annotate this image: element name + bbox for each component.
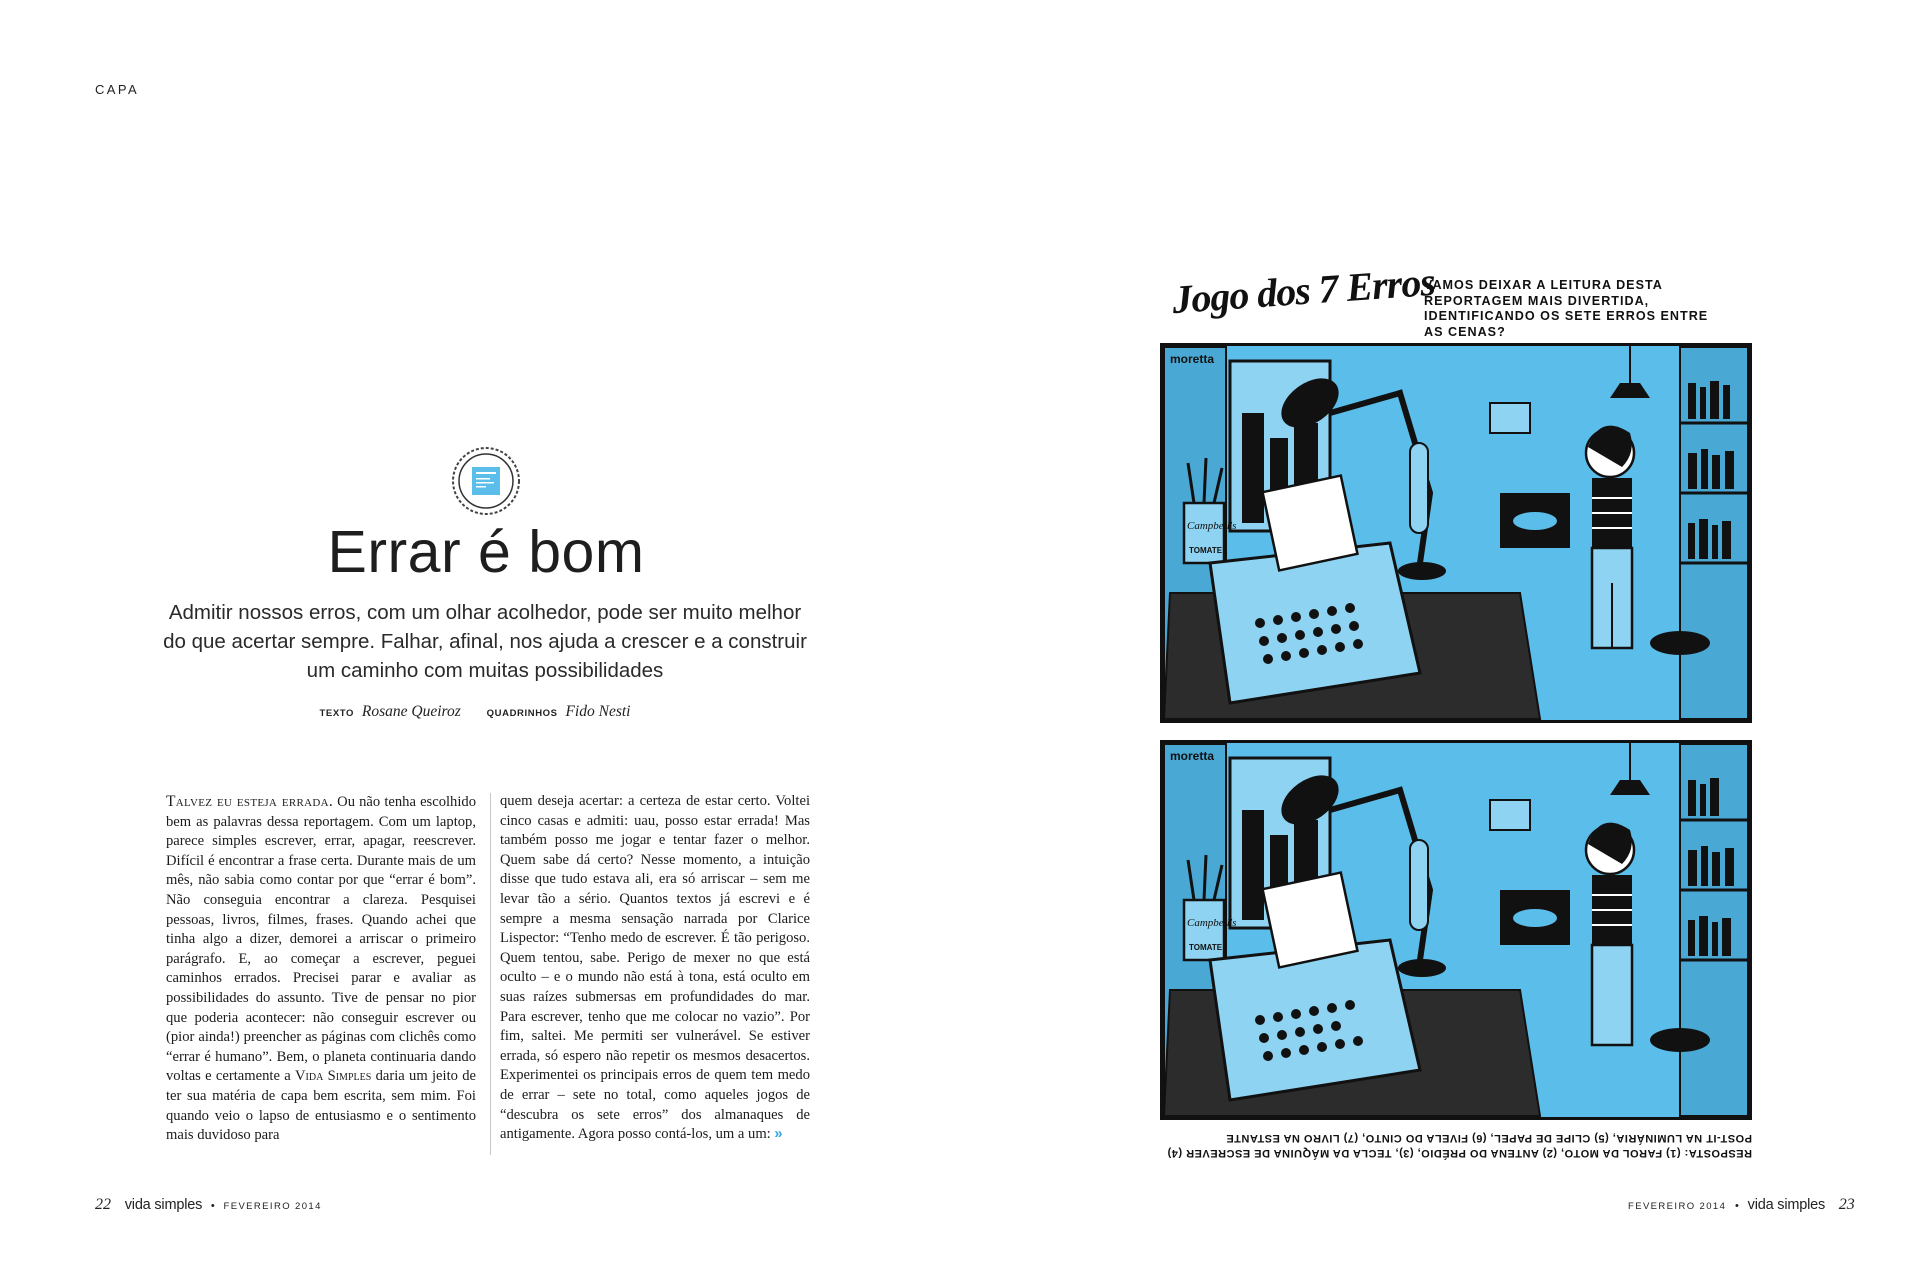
body-text-1a: Ou não tenha escolhido bem as palavras dessa reportagem. Com um laptop, parece simples escrever, errar, apagar, reescrever. Difícil é encontrar a frase certa. Durante mais de um mês, não sabia como contar por que “errar é bom”. Não conseguia encontrar a clareza. Pesquisei pessoas, livros, filmes, frases. Quando achei que tinha algo a dizer, demorei a arriscar o primeiro parágrafo. E, ao começar a escrever, peguei caminhos errados. Precisei parar e avaliar as possibilidades do assunto. Tive de pensar no pior que poderia acontecer: não conseguir escrever ou (pior ainda!) preencher as páginas com clichês como “errar é humano”. Bem, o planeta continuaria dando voltas e certamente a [166,794,476,1085]
magazine-name-inline: Vida Simples [295,1068,372,1085]
credit-text-author: Rosane Queiroz [361,703,461,720]
magazine-badge-icon [450,445,522,517]
section-tag: CAPA [95,82,140,97]
game-intro: VAMOS DEIXAR A LEITURA DESTA REPORTAGEM MAIS DIVERTIDA, IDENTIFICANDO OS SETE ERROS ENTRE AS CENAS? [1424,278,1709,339]
footer-right [1628,1196,1855,1214]
comic-panel-bottom [1160,740,1752,1120]
can-sublabel: TOMATE [1189,546,1223,555]
game-answer-upside-down: RESPOSTA: (1) FAROL DA MOTO, (2) ANTENA DO PRÉDIO, (3), TECLA DA MÁQUINA DE ESCREVER (4) POST-IT NA LUMINÁRIA, (5) CLIPE DE PAPEL, (6) FIVELA DO CINTO, (7) LIVRO NA ESTANTE [1167,1132,1752,1159]
body-lead-in: Talvez eu esteja errada. [166,793,334,810]
footer-brand-left: vida simples [124,1197,203,1213]
can-label: Campbell's [1187,520,1237,532]
footer-separator-icon: • [1735,1200,1739,1212]
footer-month-left: FEVEREIRO 2014 [223,1201,322,1212]
footer-left [95,1196,322,1214]
footer-brand-right: vida simples [1747,1197,1826,1213]
body-column-1 [166,792,476,1146]
credit-comics-author: Fido Nesti [565,703,631,720]
panel-signature: moretta [1170,749,1215,763]
footer-separator-icon: • [210,1200,215,1212]
body-column-2 [500,792,810,1145]
can-label: Campbell's [1187,917,1237,929]
article-subtitle: Admitir nossos erros, com um olhar acolhedor, pode ser muito melhor do que acertar sempre. Falhar, afinal, nos ajuda a crescer e a construir um caminho com muitas possibilidades [163,601,807,682]
comic-panel-top [1160,343,1752,723]
page-number-left: 22 [95,1196,111,1213]
body-text-2: quem deseja acertar: a certeza de estar certo. Voltei cinco casas e admiti: uau, posso estar errada! Mas também posso me jogar e tentar fazer o melhor. Quem sabe dá certo? Nesse momento, a intuição disse que tudo estava ali, era só arriscar – sem me levar tão a sério. Quantos textos já escrevi e é sempre a mesma sensação narrada por Clarice Lispector: “Tenho medo de escrever. É tão perigoso. Quem tentou, sabe. Perigo de mexer no que está oculto – e o mundo não está à tona, está oculto em suas raízes submersas em profundidades do mar. Para escrever, tenho que me colocar no vazio”. Por fim, saltei. Me permiti ser vulnerável. Se estiver errada, só espero não repetir os mesmos desacertos. Experimentei os principais erros de quem tem medo de errar – sete no total, como aqueles jogos de “descubra os sete erros” dos almanaques de antigamente. Agora posso contá-los, um a um: [500,793,810,1143]
credit-comics-label: QUADRINHOS [486,708,558,719]
article-title: Errar é bom [327,519,645,585]
continue-arrow-icon[interactable]: » [774,1126,783,1143]
footer-month-right: FEVEREIRO 2014 [1628,1201,1727,1212]
credit-text-label: TEXTO [319,708,355,719]
panel-signature: moretta [1170,352,1215,366]
column-divider [490,793,491,1155]
page-number-right: 23 [1838,1196,1855,1213]
can-sublabel: TOMATE [1189,943,1223,952]
game-title: Jogo dos 7 Erros [1170,258,1437,323]
body-text-1b: daria um jeito de ter sua matéria de capa bem escrita, sem mim. Foi quando veio o lapso de entusiasmo e o sentimento mais duvidoso para [166,1068,476,1144]
article-credits [180,703,792,721]
